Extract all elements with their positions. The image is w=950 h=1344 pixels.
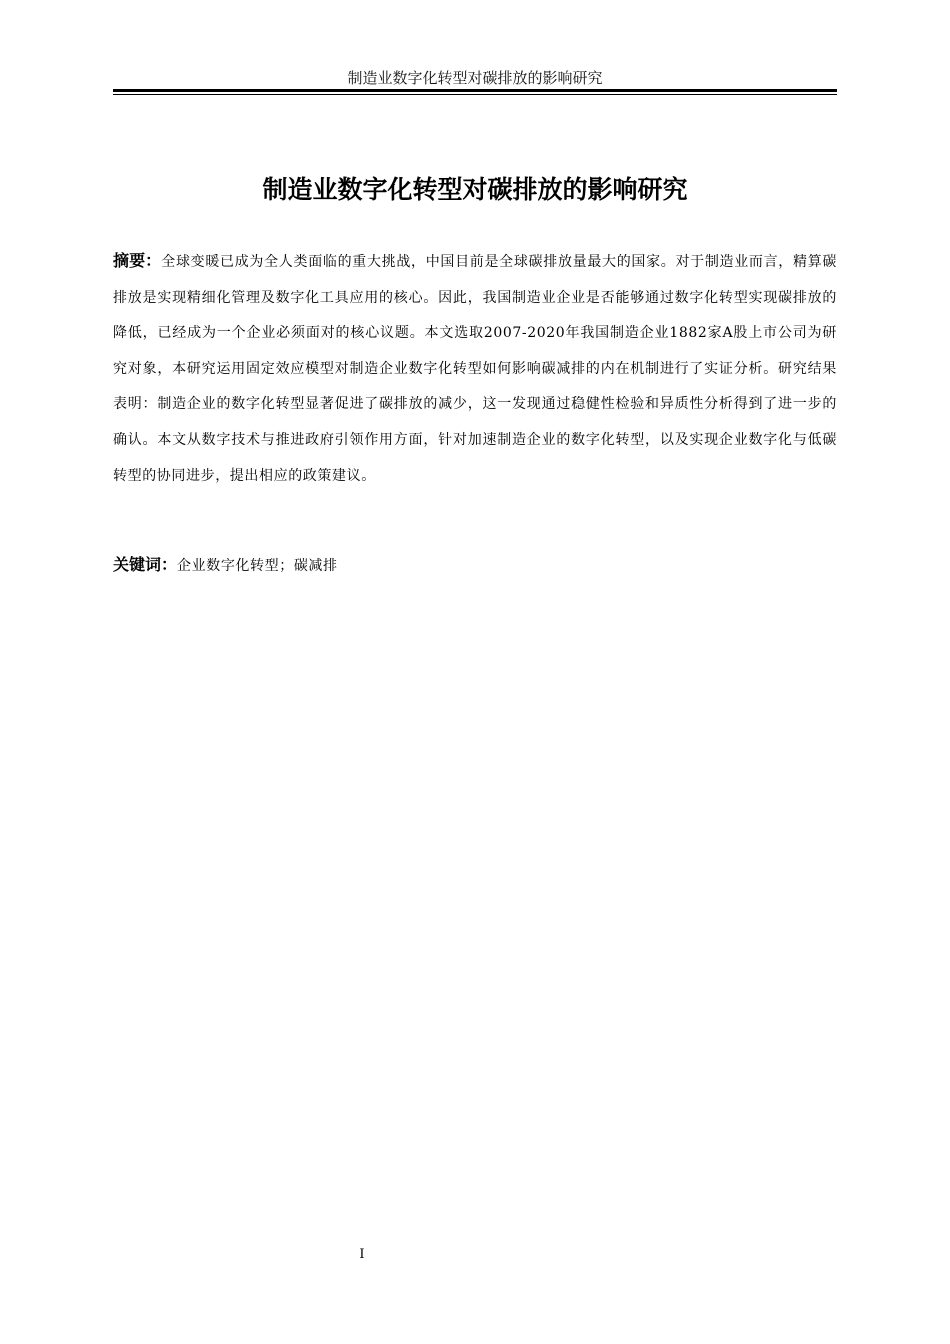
header-rule-secondary bbox=[113, 94, 837, 95]
abstract-text: 全球变暖已成为全人类面临的重大挑战，中国目前是全球碳排放量最大的国家。对于制造业而言，精算碳排放是实现精细化管理及数字化工具应用的核心。因此，我国制造业企业是否能够通过数字化转型实现碳排放的降低，已经成为一个企业必须面对的核心议题。本文选取2007-2020年我国制造企业1882家A股上市公司为研究对象，本研究运用固定效应模型对制造企业数字化转型如何影响碳减排的内在机制进行了实证分析。研究结果表明：制造企业的数字化转型显著促进了碳排放的减少，这一发现通过稳健性检验和异质性分析得到了进一步的确认。本文从数字技术与推进政府引领作用方面，针对加速制造企业的数字化转型，以及实现企业数字化与低碳转型的协同进步，提出相应的政策建议。 bbox=[113, 254, 837, 484]
header-rule bbox=[113, 89, 837, 92]
keywords-label: 关键词： bbox=[113, 555, 178, 574]
keywords-paragraph bbox=[113, 548, 837, 583]
keywords-text: 企业数字化转型；碳减排 bbox=[177, 558, 338, 574]
abstract-paragraph bbox=[113, 243, 837, 494]
abstract-label: 摘要： bbox=[113, 251, 162, 270]
document-title: 制造业数字化转型对碳排放的影响研究 bbox=[262, 175, 688, 204]
running-header: 制造业数字化转型对碳排放的影响研究 bbox=[347, 69, 603, 87]
page-number: I bbox=[359, 1247, 365, 1262]
